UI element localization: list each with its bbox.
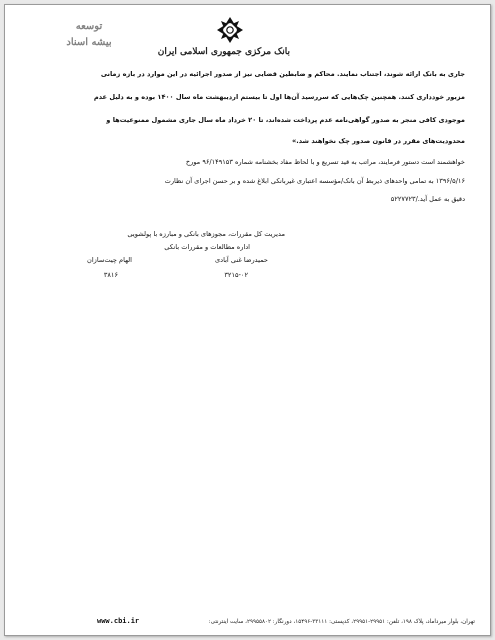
- signatory-code-2: ۳۸۱۶: [103, 271, 118, 279]
- document-page: [4, 4, 491, 636]
- document-stamp: [55, 19, 123, 51]
- body-line: موجودی کافی منجر به صدور گواهی‌نامه عدم پرداخت شده‌اند، تا ۲۰ خرداد ماه سال جاری مشمول ممنوعیت‌ها و: [106, 116, 465, 124]
- body-line: دقیق به عمل آید./۵۲۲۷۷۲۳: [390, 195, 465, 203]
- signature-office: اداره مطالعات و مقررات بانکی: [164, 243, 250, 251]
- signatory-name-2: الهام چیت‌سازان: [86, 256, 132, 264]
- body-line: مزبور خودداری کنند. همچنین چک‌هایی که سررسید آن‌ها اول تا بیستم اردیبهشت ماه سال ۱۴۰۰ بوده و به دلیل عدم: [93, 93, 465, 101]
- signatory-code-1: ۳۲۱۵-۰۲: [224, 271, 248, 279]
- footer-website-link[interactable]: www.cbi.ir: [97, 617, 140, 625]
- body-line: خواهشمند است دستور فرمایند، مراتب به قید تسریع و با لحاظ مفاد بخشنامه شماره ۹۶/۱۴۹۱۵۳ مورخ: [185, 158, 465, 166]
- footer-address: تهران، بلوار میرداماد، پلاک ۱۹۸، تلفن: ۲۹۹۵۱-۲۹۹۵۱، کدپستی: ۳۳۱۱۱-۱۵۴۹۶، دورنگار: ۲۹۹۵۵۸۰۲، سایت اینترنتی:: [208, 619, 475, 625]
- body-line: جاری به بانک ارائه شوند، اجتناب نمایند. محاکم و ضابطین قضایی نیز از صدور اجرائیه در این موارد در بازه زمانی: [100, 70, 465, 78]
- stamp-line-1: توسعه: [75, 21, 103, 32]
- body-line: محدودیت‌های مقرر در قانون صدور چک نخواهند شد.»: [291, 137, 465, 145]
- signature-department: مدیریت کل مقررات، مجوزهای بانکی و مبارزه با پولشویی: [127, 230, 285, 238]
- signatory-name-1: حمیدرضا غنی آبادی: [214, 256, 268, 264]
- stamp-line-2: بیشه اسناد: [66, 37, 112, 48]
- bank-name: بانک مرکزی جمهوری اسلامی ایران: [157, 47, 290, 57]
- body-line: ۱۳۹۶/۵/۱۶ به تمامی واحدهای ذیربط آن بانک/مؤسسه اعتباری غیربانکی ابلاغ شده و بر حسن اجرای آن نظارت: [164, 177, 465, 185]
- central-bank-emblem-icon: [215, 15, 245, 45]
